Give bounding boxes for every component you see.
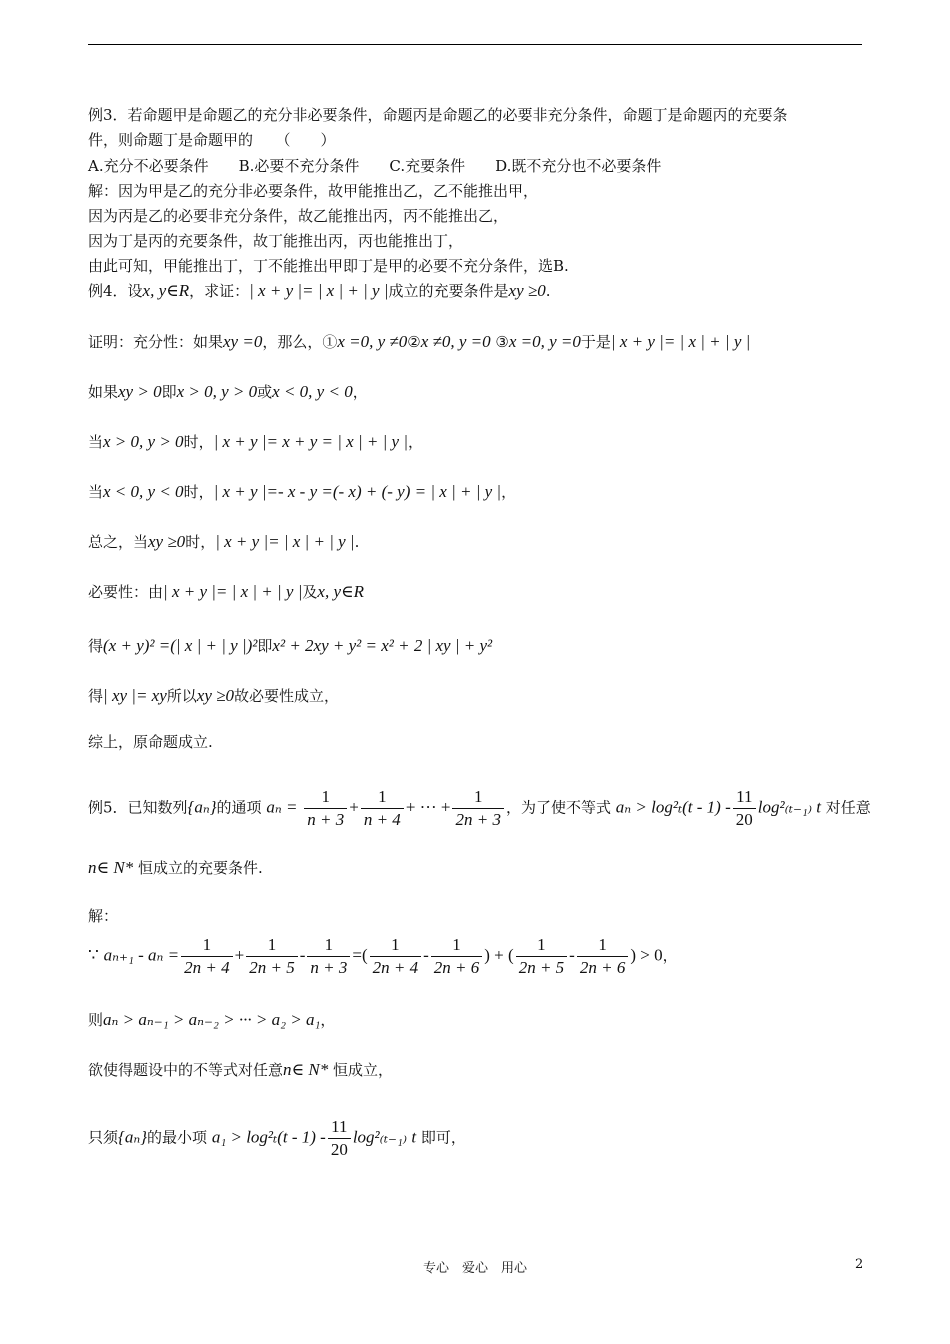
math: x =0, y =0 xyxy=(508,332,581,351)
fraction xyxy=(516,934,567,979)
math: ) + ( xyxy=(484,945,514,965)
math: aₙ₊₁ - aₙ = xyxy=(103,945,180,965)
text: ， xyxy=(320,1011,336,1029)
numerator: 1 xyxy=(246,934,297,957)
text: 时， xyxy=(183,483,214,501)
denominator: 2n + 4 xyxy=(372,958,419,977)
math: xy ≥0 xyxy=(196,686,234,705)
ex5-difference-line xyxy=(88,934,678,979)
math: {aₙ} xyxy=(118,1127,148,1147)
math: | xy |= xy xyxy=(103,686,167,705)
text: 成立的充要条件是 xyxy=(388,282,509,300)
math: - xyxy=(423,945,429,965)
fraction xyxy=(181,934,232,979)
math: x < 0, y < 0 xyxy=(272,382,353,401)
math: x < 0, y < 0 xyxy=(103,482,184,501)
text: ，那么，① xyxy=(262,333,338,351)
header-rule xyxy=(88,44,862,45)
numerator: 1 xyxy=(307,934,350,957)
math: {aₙ} xyxy=(187,797,217,817)
math: =( xyxy=(352,945,368,965)
text: 恒成立， xyxy=(332,1061,393,1079)
math: xy > 0 xyxy=(118,382,162,401)
numerator: 1 xyxy=(304,786,347,809)
fraction xyxy=(361,786,404,831)
numerator: 1 xyxy=(431,934,482,957)
text: 得 xyxy=(88,687,104,705)
math: - xyxy=(299,945,306,965)
text: 例5．已知数列 xyxy=(88,798,188,817)
math: a₁ > log²ₜ(t - 1) - xyxy=(211,1127,326,1147)
math: + ··· + xyxy=(405,797,451,817)
text: ， xyxy=(662,946,678,965)
text: ，求证： xyxy=(189,282,250,300)
math: | x + y |= | x | + | y | xyxy=(163,582,303,601)
ex3-question-line1: 例3．若命题甲是命题乙的充分非必要条件，命题丙是命题乙的必要非充分条件，命题丁是命题丙的充要条 xyxy=(88,106,788,124)
text: ② xyxy=(407,333,421,351)
math: | x + y |= | x | + | y | xyxy=(215,532,355,551)
text: ， xyxy=(501,483,517,501)
text: 即 xyxy=(161,383,177,401)
text: 时， xyxy=(183,433,214,451)
ex4-case-positive-line xyxy=(88,432,423,452)
denominator: 20 xyxy=(735,810,753,829)
math: aₙ = xyxy=(266,797,298,817)
math: (x + y)² =(| x | + | y |)² xyxy=(103,636,258,655)
math: n∈ N* xyxy=(88,858,134,877)
math: x² + 2xy + y² = x² + 2 | xy | + y² xyxy=(272,636,493,655)
text: . xyxy=(545,282,551,300)
math: - xyxy=(569,945,575,965)
ex5-question-line2 xyxy=(88,858,263,878)
denominator: n + 3 xyxy=(310,958,348,977)
math: aₙ > aₙ₋₁ > aₙ₋₂ > ··· > a₂ > a₁ xyxy=(103,1010,321,1029)
ex5-requirement-line xyxy=(88,1060,393,1080)
math: | x + y |= | x | + | y | xyxy=(249,281,389,300)
text: . xyxy=(354,533,360,551)
ex4-square-line xyxy=(88,636,492,656)
fraction xyxy=(577,934,628,979)
text: 当 xyxy=(88,433,104,451)
math: | x + y |= x + y = | x | + | y | xyxy=(213,432,408,451)
text: 必要性：由 xyxy=(88,583,164,601)
ex4-conclusion-line xyxy=(88,686,339,706)
fraction xyxy=(304,786,347,831)
math: x =0, y ≠0 xyxy=(337,332,408,351)
ex3-solution-line1: 解：因为甲是乙的充分非必要条件，故甲能推出乙，乙不能推出甲， xyxy=(88,182,539,200)
math: x > 0, y > 0 xyxy=(103,432,184,451)
numerator: 1 xyxy=(361,786,404,809)
numerator: 11 xyxy=(328,1116,351,1139)
text: 欲使得题设中的不等式对任意 xyxy=(88,1061,284,1079)
math: + xyxy=(349,797,359,817)
text: 的最小项 xyxy=(147,1128,208,1147)
fraction xyxy=(370,934,421,979)
text: 则 xyxy=(88,1011,104,1029)
page-number: 2 xyxy=(855,1257,864,1272)
text: 当 xyxy=(88,483,104,501)
text: 如果 xyxy=(88,383,119,401)
denominator: 2n + 3 xyxy=(455,810,501,829)
text: 只须 xyxy=(88,1128,119,1147)
math: aₙ > log²ₜ(t - 1) - xyxy=(615,797,731,817)
ex4-if-positive-line xyxy=(88,382,368,402)
text: 即 xyxy=(257,637,273,655)
math: x, y∈R xyxy=(142,281,190,300)
math: n∈ N* xyxy=(283,1060,329,1079)
denominator: 2n + 6 xyxy=(433,958,480,977)
numerator: 11 xyxy=(733,786,756,809)
numerator: 1 xyxy=(370,934,421,957)
text: 及 xyxy=(302,583,318,601)
text: 得 xyxy=(88,637,104,655)
ex3-solution-line4: 由此可知，甲能推出丁，丁不能推出甲即丁是甲的必要不充分条件，选B. xyxy=(88,257,569,275)
ex4-sufficiency-line xyxy=(88,332,750,352)
fraction xyxy=(733,786,756,831)
ex4-final-line: 综上，原命题成立. xyxy=(88,733,213,751)
denominator: 2n + 6 xyxy=(579,958,626,977)
math: + xyxy=(234,945,245,965)
math: xy ≥0 xyxy=(148,532,186,551)
math: ) > 0 xyxy=(630,945,663,965)
math: xy =0 xyxy=(223,332,263,351)
ex5-solution-label: 解： xyxy=(88,907,119,925)
denominator: 2n + 5 xyxy=(518,958,565,977)
math: x, y∈R xyxy=(317,582,364,601)
ex3-question-line2: 件，则命题丁是命题甲的 （ ） xyxy=(88,131,336,149)
fraction xyxy=(246,934,297,979)
ex4-summary-line xyxy=(88,532,359,552)
text: ， xyxy=(408,433,424,451)
denominator: 20 xyxy=(330,1140,348,1159)
denominator: n + 3 xyxy=(307,810,345,829)
text: ，为了使不等式 xyxy=(505,798,611,817)
fraction xyxy=(307,934,350,979)
text: 所以 xyxy=(166,687,197,705)
text: ， xyxy=(352,383,368,401)
text: 对任意 xyxy=(825,798,871,817)
math: log²₍ₜ₋₁₎ t xyxy=(352,1127,417,1147)
numerator: 1 xyxy=(516,934,567,957)
fraction xyxy=(452,786,503,831)
ex4-necessity-line xyxy=(88,582,364,602)
fraction xyxy=(328,1116,351,1161)
text: 总之，当 xyxy=(88,533,149,551)
ex3-options: A.充分不必要条件 B.必要不充分条件 C.充要条件 D.既不充分也不必要条件 xyxy=(88,157,662,175)
text: 恒成立的充要条件. xyxy=(137,859,263,877)
denominator: 2n + 5 xyxy=(249,958,295,977)
denominator: 2n + 4 xyxy=(184,958,230,977)
ex3-solution-line2: 因为丙是乙的必要非充分条件，故乙能推出丙，丙不能推出乙， xyxy=(88,207,509,225)
fraction xyxy=(431,934,482,979)
text: 故必要性成立， xyxy=(233,687,339,705)
ex3-solution-line3: 因为丁是丙的充要条件，故丁能推出丙，丙也能推出丁， xyxy=(88,232,464,250)
math: xy ≥0 xyxy=(508,281,546,300)
ex5-monotone-line xyxy=(88,1010,335,1030)
text: ③ xyxy=(495,333,509,351)
text: 于是 xyxy=(580,333,611,351)
ex5-question-line1 xyxy=(88,786,871,831)
numerator: 1 xyxy=(577,934,628,957)
text: 的通项 xyxy=(216,798,262,817)
math: log²₍ₜ₋₁₎ t xyxy=(757,797,821,817)
math: ∵ xyxy=(88,945,99,965)
math: | x + y |=- x - y =(- x) + (- y) = | x | + | y | xyxy=(213,482,502,501)
math: x > 0, y > 0 xyxy=(176,382,258,401)
text: 时， xyxy=(185,533,216,551)
footer-text: 专心 爱心 用心 xyxy=(422,1261,527,1276)
numerator: 1 xyxy=(452,786,503,809)
text: 证明：充分性：如果 xyxy=(88,333,224,351)
ex4-question xyxy=(88,281,550,301)
text: 即可， xyxy=(420,1128,466,1147)
math: | x + y |= | x | + | y | xyxy=(610,332,751,351)
ex4-case-negative-line xyxy=(88,482,516,502)
denominator: n + 4 xyxy=(363,810,401,829)
text: 或 xyxy=(257,383,273,401)
numerator: 1 xyxy=(181,934,232,957)
ex5-minimum-line xyxy=(88,1116,466,1161)
text: 例4．设 xyxy=(88,282,143,300)
math: x ≠0, y =0 xyxy=(420,332,491,351)
